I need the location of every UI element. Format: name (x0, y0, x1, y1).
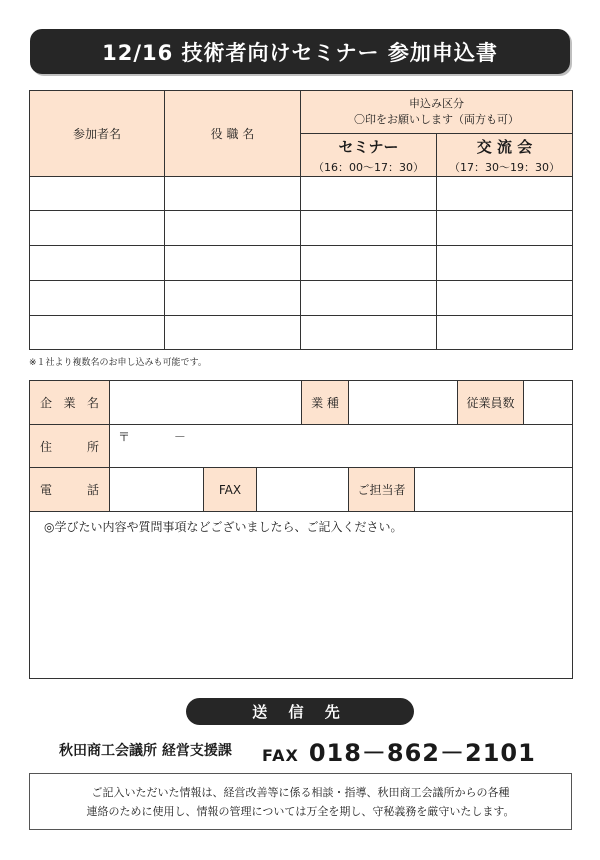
position-cell[interactable] (165, 316, 301, 350)
company-info-table (29, 380, 573, 679)
address-field[interactable] (110, 425, 573, 468)
table-row (30, 316, 573, 350)
destination-badge: 送 信 先 (186, 698, 414, 725)
destination-fax-number: 018－862－2101 (308, 739, 536, 767)
contact-person-label: ご担当者 (349, 468, 415, 512)
employees-field[interactable] (524, 381, 573, 425)
social-mark-cell[interactable] (437, 211, 573, 246)
social-time: （17：30～19：30） (449, 160, 560, 174)
header-position: 役 職 名 (165, 91, 301, 177)
company-name-field[interactable] (110, 381, 302, 425)
social-label: 交 流 会 (476, 137, 533, 156)
participant-name-cell[interactable] (30, 316, 165, 350)
table-row (30, 246, 573, 281)
privacy-line-1: ご記入いただいた情報は、経営改善等に係る相談・指導、秋田商工会議所からの各種 (91, 785, 510, 799)
table-row (30, 211, 573, 246)
privacy-notice (29, 773, 572, 830)
employees-label: 従業員数 (458, 381, 524, 425)
phone-label: 電 話 (30, 468, 110, 512)
company-name-label: 企 業 名 (30, 381, 110, 425)
position-cell[interactable] (165, 246, 301, 281)
position-cell[interactable] (165, 281, 301, 316)
social-mark-cell[interactable] (437, 246, 573, 281)
privacy-line-2: 連絡のために使用し、情報の管理については万全を期し、守秘義務を厳守いたします。 (86, 804, 515, 818)
participant-name-cell[interactable] (30, 177, 165, 211)
comments-prompt: ◎学びたい内容や質問事項などございましたら、ご記入ください。 (44, 520, 403, 534)
participant-name-cell[interactable] (30, 246, 165, 281)
destination-fax (262, 733, 536, 768)
postal-dash: － (173, 430, 186, 444)
destination-fax-label: FAX (262, 746, 299, 765)
participant-name-cell[interactable] (30, 211, 165, 246)
organization-name: 秋田商工会議所 経営支援課 (59, 743, 232, 759)
multiple-applicants-note: ※１社より複数名のお申し込みも可能です。 (29, 358, 207, 368)
contact-person-field[interactable] (415, 468, 573, 512)
seminar-mark-cell[interactable] (301, 246, 437, 281)
address-label: 住 所 (30, 425, 110, 468)
postal-mark: 〒 (118, 430, 131, 444)
participants-table (29, 90, 573, 350)
header-seminar (301, 134, 437, 177)
social-mark-cell[interactable] (437, 281, 573, 316)
header-social (437, 134, 573, 177)
industry-label: 業 種 (302, 381, 349, 425)
seminar-mark-cell[interactable] (301, 316, 437, 350)
position-cell[interactable] (165, 177, 301, 211)
form-title: 12/16 技術者向けセミナー 参加申込書 (30, 29, 570, 74)
position-cell[interactable] (165, 211, 301, 246)
comments-area[interactable] (30, 512, 573, 679)
fax-field[interactable] (257, 468, 349, 512)
industry-field[interactable] (349, 381, 458, 425)
table-row (30, 281, 573, 316)
table-row (30, 177, 573, 211)
social-mark-cell[interactable] (437, 177, 573, 211)
header-category (301, 91, 573, 134)
category-title: 申込み区分 (409, 97, 464, 110)
category-instruction: 〇印をお願いします（両方も可） (354, 113, 519, 126)
seminar-mark-cell[interactable] (301, 211, 437, 246)
seminar-time: （16：00～17：30） (313, 160, 424, 174)
seminar-label: セミナー (338, 137, 399, 156)
header-participant-name: 参加者名 (30, 91, 165, 177)
seminar-mark-cell[interactable] (301, 281, 437, 316)
participant-name-cell[interactable] (30, 281, 165, 316)
phone-field[interactable] (110, 468, 204, 512)
seminar-mark-cell[interactable] (301, 177, 437, 211)
fax-label: FAX (204, 468, 257, 512)
social-mark-cell[interactable] (437, 316, 573, 350)
